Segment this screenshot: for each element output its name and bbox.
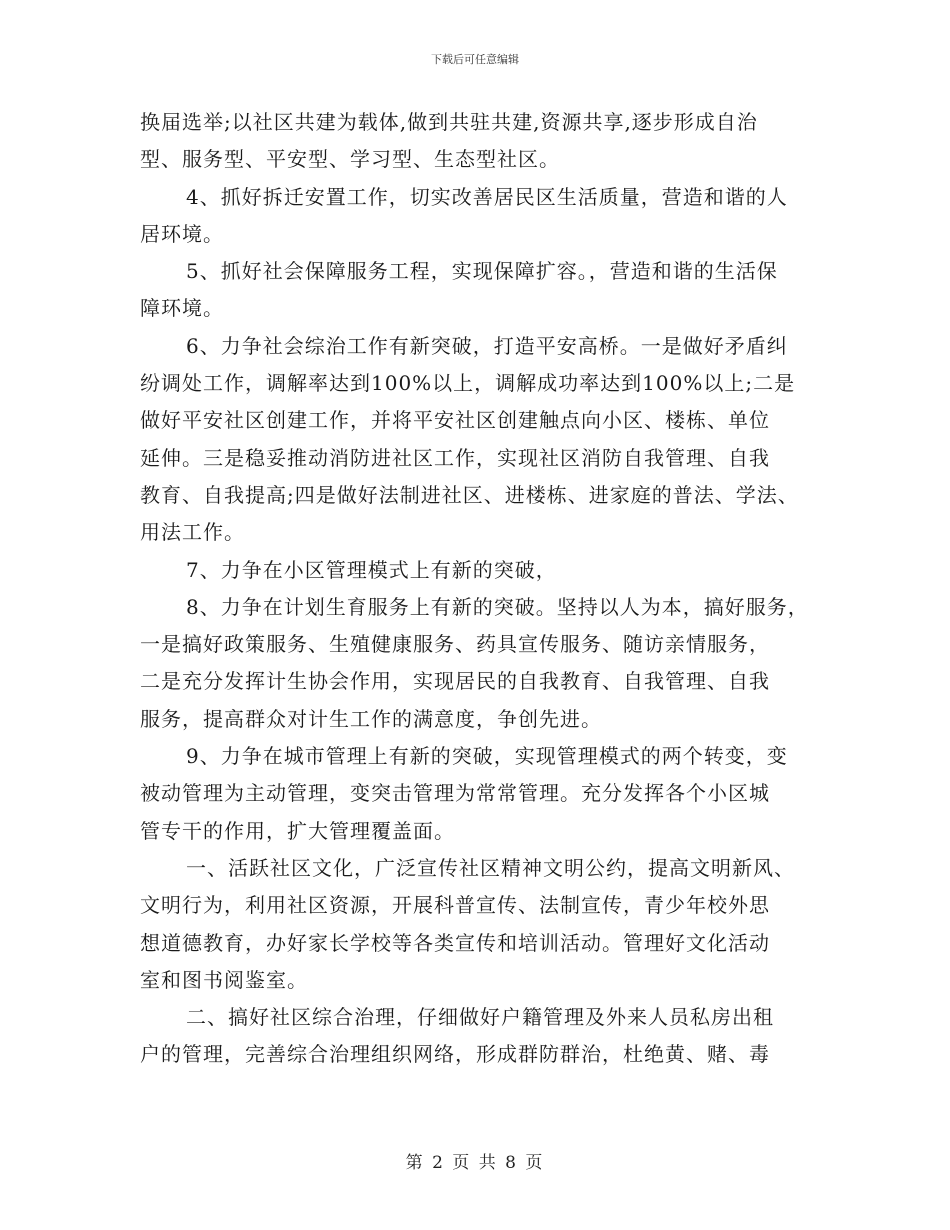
text-line: 二、搞好社区综合治理，仔细做好户籍管理及外来人员私房出租 [186, 1005, 774, 1030]
text-line: 想道德教育，办好家长学校等各类宣传和培训活动。管理好文化活动 [140, 930, 770, 955]
text-line: 被动管理为主动管理，变突击管理为常常管理。充分发挥各个小区城 [140, 781, 770, 806]
text-line: 做好平安社区创建工作，并将平安社区创建触点向小区、楼栋、单位 [140, 408, 770, 433]
text-line: 管专干的作用，扩大管理覆盖面。 [140, 818, 455, 843]
text-line: 二是充分发挥计生协会作用，实现居民的自我教育、自我管理、自我 [140, 669, 770, 694]
text-line: 户的管理，完善综合治理组织网络，形成群防群治，杜绝黄、赌、毒 [140, 1042, 770, 1067]
text-line: 5、抓好社会保障服务工程，实现保障扩容。，营造和谐的生活保 [186, 259, 778, 284]
text-line: 障环境。 [140, 296, 224, 321]
text-line: 室和图书阅鉴室。 [140, 967, 308, 992]
page-footer: 第 2 页 共 8 页 [405, 1153, 545, 1173]
text-line: 一是搞好政策服务、生殖健康服务、药具宣传服务、随访亲情服务， [140, 632, 770, 657]
text-line: 一、活跃社区文化，广泛宣传社区精神文明公约，提高文明新风、 [186, 855, 795, 880]
text-line: 4、抓好拆迁安置工作，切实改善居民区生活质量，营造和谐的人 [186, 184, 788, 209]
text-line: 9、力争在城市管理上有新的突破，实现管理模式的两个转变，变 [186, 744, 788, 769]
text-line: 6、力争社会综治工作有新突破，打造平安高桥。一是做好矛盾纠 [186, 333, 788, 358]
text-line: 延伸。三是稳妥推动消防进社区工作，实现社区消防自我管理、自我 [140, 445, 770, 470]
text-line: 型、服务型、平安型、学习型、生态型社区。 [140, 147, 560, 172]
text-line: 纷调处工作，调解率达到100%以上，调解成功率达到100%以上;二是 [140, 371, 796, 396]
text-line: 换届选举;以社区共建为载体,做到共驻共建,资源共享,逐步形成自治 [140, 110, 758, 134]
page-header: 下载后可任意编辑 [431, 53, 519, 66]
text-line: 居环境。 [140, 221, 224, 246]
text-line: 7、力争在小区管理模式上有新的突破， [186, 557, 557, 582]
text-line: 文明行为，利用社区资源，开展科普宣传、法制宣传，青少年校外思 [140, 893, 770, 918]
text-line: 教育、自我提高;四是做好法制进社区、进楼栋、进家庭的普法、学法、 [140, 482, 799, 507]
text-line: 8、力争在计划生育服务上有新的突破。坚持以人为本，搞好服务， [186, 594, 809, 619]
document-body [140, 104, 820, 1074]
text-line: 服务，提高群众对计生工作的满意度，争创先进。 [140, 706, 602, 731]
text-line: 用法工作。 [140, 520, 245, 545]
